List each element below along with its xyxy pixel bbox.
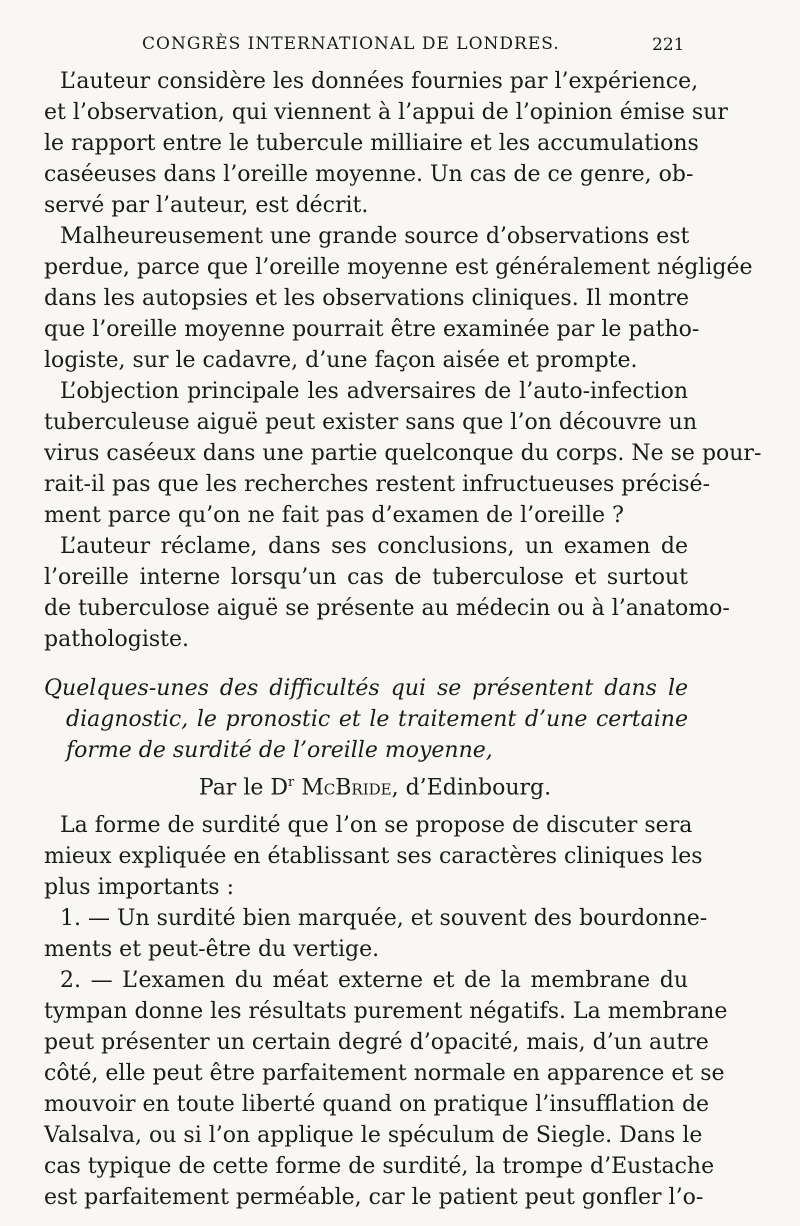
list-item-2 xyxy=(44,965,728,1213)
text-line: tympan donne les résultats purement négatifs. La membrane xyxy=(44,999,728,1024)
section-gap xyxy=(44,655,688,673)
page-number: 221 xyxy=(652,35,685,55)
running-title: CONGRÈS INTERNATIONAL DE LONDRES. xyxy=(142,34,560,54)
text-line: est parfaitement perméable, car le patient peut gonfler l’o- xyxy=(44,1185,704,1210)
text-line: de tuberculose aiguë se présente au médecin ou à l’anatomo- xyxy=(44,596,730,621)
text-line: pathologiste. xyxy=(44,627,189,652)
text-line: peut présenter un certain degré d’opacité, mais, d’un autre xyxy=(44,1030,709,1055)
text-line: Malheureusement une grande source d’observations est xyxy=(60,224,690,249)
text-line: ments et peut-être du vertige. xyxy=(44,937,380,962)
text-line: l’oreille interne lorsqu’un cas de tuberculose et surtout xyxy=(44,565,688,590)
author-name: McBride xyxy=(301,775,392,801)
text-line: logiste, sur le cadavre, d’une façon aisée et prompte. xyxy=(44,348,638,373)
text-line: le rapport entre le tubercule milliaire et les accumulations xyxy=(44,131,699,156)
paragraph-2 xyxy=(44,221,753,376)
byline xyxy=(44,766,688,800)
text-line: tuberculeuse aiguë peut exister sans que l’on découvre un xyxy=(44,410,697,435)
byline-sup: r xyxy=(288,775,295,790)
text-line: L’auteur réclame, dans ses conclusions, un examen de xyxy=(60,534,688,559)
text-line: La forme de surdité que l’on se propose de discuter sera xyxy=(60,813,693,838)
paragraph-1 xyxy=(44,66,728,221)
byline-prefix: Par le D xyxy=(198,775,289,801)
paragraph-5 xyxy=(44,810,703,903)
text-line: L’auteur considère les données fournies par l’expérience, xyxy=(60,69,699,94)
text-line: 2. — L’examen du méat externe et de la membrane du xyxy=(60,968,688,993)
page-body xyxy=(44,66,762,1213)
text-line: L’objection principale les adversaires de l’auto-infection xyxy=(60,379,688,404)
byline-suffix: , d’Edinbourg. xyxy=(391,775,552,801)
text-line: côté, elle peut être parfaitement normale en apparence et se xyxy=(44,1061,725,1086)
text-line: mouvoir en toute liberté quand on pratique l’insufflation de xyxy=(44,1092,710,1117)
text-line: dans les autopsies et les observations cliniques. Il montre xyxy=(44,286,690,311)
text-line: plus importants : xyxy=(44,875,234,900)
section-gap xyxy=(44,800,688,810)
paragraph-3 xyxy=(44,376,762,531)
text-line: mieux expliquée en établissant ses caractères cliniques les xyxy=(44,844,703,869)
title-line: diagnostic, le pronostic et le traitement d’une certaine xyxy=(66,707,688,732)
text-line: servé par l’auteur, est décrit. xyxy=(44,193,369,218)
article-title xyxy=(44,673,688,766)
title-line: forme de surdité de l’oreille moyenne, xyxy=(66,738,493,763)
text-line: et l’observation, qui viennent à l’appui de l’opinion émise sur xyxy=(44,100,728,125)
text-line: cas typique de cette forme de surdité, la trompe d’Eustache xyxy=(44,1154,715,1179)
paragraph-4 xyxy=(44,531,730,655)
text-line: que l’oreille moyenne pourrait être examinée par le patho- xyxy=(44,317,700,342)
running-head xyxy=(46,34,686,58)
text-line: perdue, parce que l’oreille moyenne est généralement négligée xyxy=(44,255,753,280)
text-line: rait-il pas que les recherches restent infructueuses précisé- xyxy=(44,472,711,497)
text-line: Valsalva, ou si l’on applique le spéculum de Siegle. Dans le xyxy=(44,1123,703,1148)
text-line: 1. — Un surdité bien marquée, et souvent des bourdonne- xyxy=(60,906,708,931)
text-line: caséeuses dans l’oreille moyenne. Un cas de ce genre, ob- xyxy=(44,162,694,187)
text-line: virus caséeux dans une partie quelconque du corps. Ne se pour- xyxy=(44,441,762,466)
list-item-1 xyxy=(44,903,708,965)
title-line: Quelques-unes des difficultés qui se présentent dans le xyxy=(44,676,688,701)
text-line: ment parce qu’on ne fait pas d’examen de l’oreille ? xyxy=(44,503,624,528)
